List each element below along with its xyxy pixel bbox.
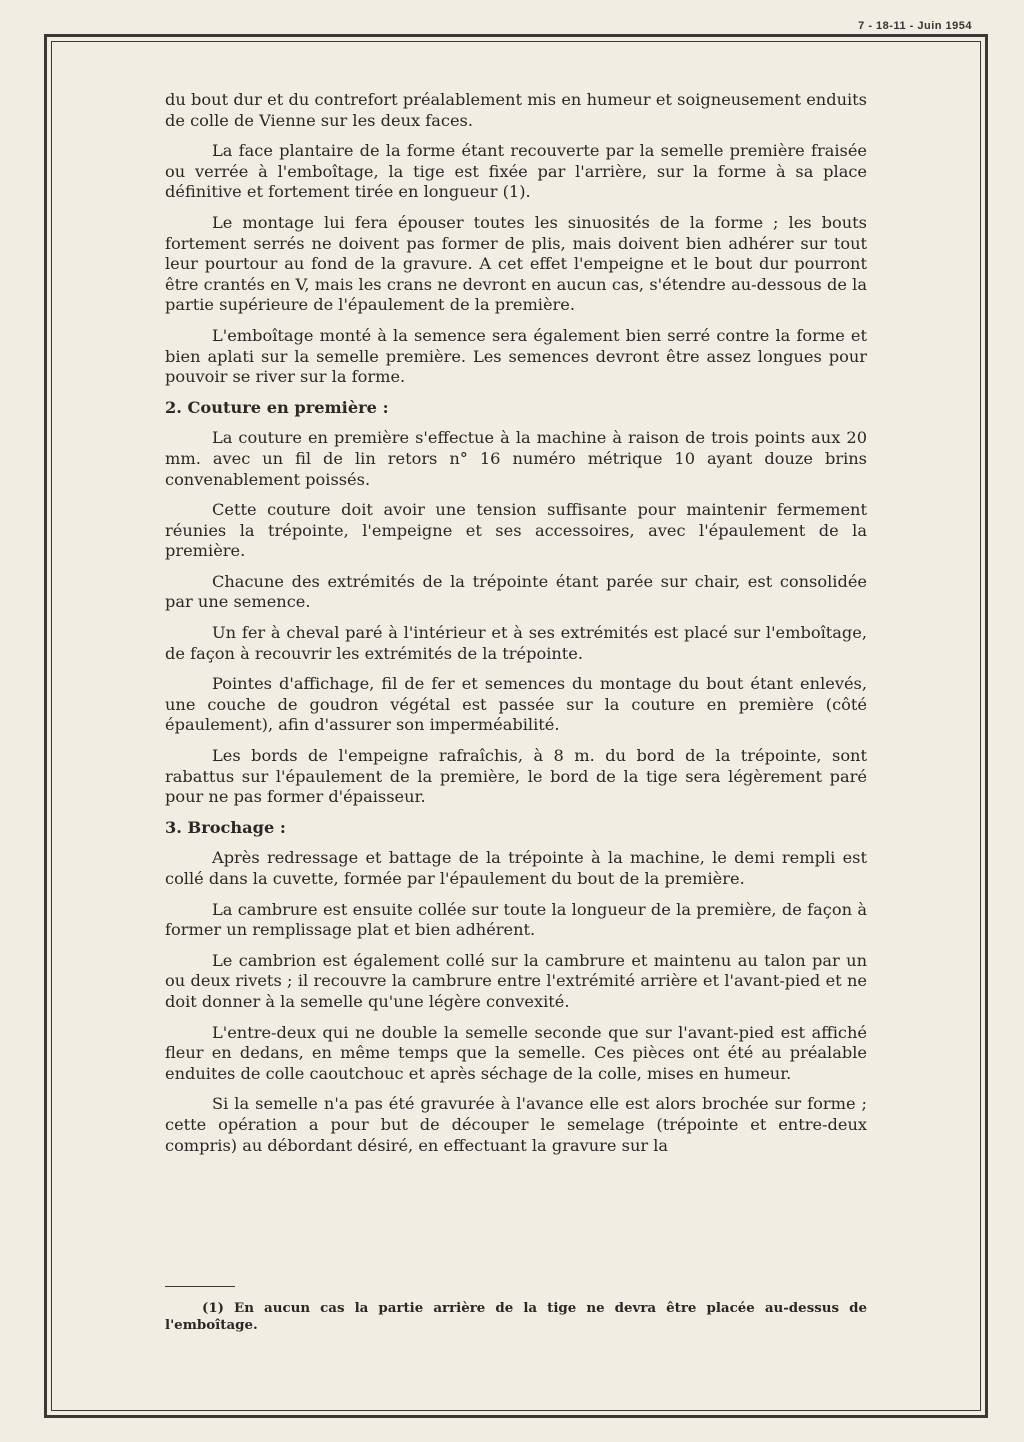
paragraph: Les bords de l'empeigne rafraîchis, à 8 m. du bord de la trépointe, sont rabattus sur l'épaulement de la première, le bord de la tige sera légèrement paré pour ne pas former d'épaisseur. [165,746,867,807]
footnote-separator [165,1286,235,1287]
page-reference: 7 - 18-11 - Juin 1954 [858,20,972,32]
paragraph: La cambrure est ensuite collée sur toute la longueur de la première, de façon à former un remplissage plat et bien adhérent. [165,899,867,940]
paragraph: L'entre-deux qui ne double la semelle seconde que sur l'avant-pied est affiché fleur en dedans, en même temps que la semelle. Ces pièces ont été au préalable enduites de colle caoutchouc et après séchage de la colle, mises en humeur. [165,1022,867,1083]
paragraph: L'emboîtage monté à la semence sera également bien serré contre la forme et bien aplati sur la semelle première. Les semences devront être assez longues pour pouvoir se river sur la forme. [165,325,867,387]
paragraph: Le cambrion est également collé sur la cambrure et maintenu au talon par un ou deux rivets ; il recouvre la cambrure entre l'extrémité arrière et l'avant-pied et ne doit donner à la semelle qu'une légère convexité. [165,950,867,1011]
paragraph: La couture en première s'effectue à la machine à raison de trois points aux 20 mm. avec un fil de lin retors n° 16 numéro métrique 10 ayant douze brins convenablement poissés. [165,428,867,489]
section-heading-couture: 2. Couture en première : [165,397,389,417]
paragraph: Après redressage et battage de la trépointe à la machine, le demi rempli est collé dans la cuvette, formée par l'épaulement du bout de la première. [165,848,867,888]
paragraph: du bout dur et du contrefort préalablement mis en humeur et soigneusement enduits de colle de Vienne sur les deux faces. [165,90,867,130]
paragraph: Pointes d'affichage, fil de fer et semences du montage du bout étant enlevés, une couche de goudron végétal est passée sur la couture en première (côté épaulement), afin d'assurer son imperméabilité. [165,674,867,735]
paragraph: Le montage lui fera épouser toutes les sinuosités de la forme ; les bouts fortement serrés ne doivent pas former de plis, mais doivent bien adhérer sur tout leur pourtour au fond de la gravure. A cet effet l'empeigne et le bout dur pourront être crantés en V, mais les crans ne devront en aucun cas, s'étendre au-dessous de la partie supérieure de l'épaulement de la première. [165,212,867,315]
body-text [165,90,867,1166]
footnote: (1) En aucun cas la partie arrière de la tige ne devra être placée au-dessus de l'emboîtage. [165,1300,867,1333]
paragraph: Cette couture doit avoir une tension suffisante pour maintenir fermement réunies la trépointe, l'empeigne et ses accessoires, avec l'épaulement de la première. [165,500,867,561]
paragraph: La face plantaire de la forme étant recouverte par la semelle première fraisée ou verrée à l'emboîtage, la tige est fixée par l'arrière, sur la forme à sa place définitive et fortement tirée en longueur (1). [165,141,867,202]
paragraph: Chacune des extrémités de la trépointe étant parée sur chair, est consolidée par une semence. [165,571,867,612]
paragraph: Si la semelle n'a pas été gravurée à l'avance elle est alors brochée sur forme ; cette opération a pour but de découper le semelage (trépointe et entre-deux compris) au débordant désiré, en effectuant la gravure sur la [165,1094,867,1155]
section-heading-brochage: 3. Brochage : [165,817,286,837]
paragraph: Un fer à cheval paré à l'intérieur et à ses extrémités est placé sur l'emboîtage, de façon à recouvrir les extrémités de la trépointe. [165,623,867,663]
